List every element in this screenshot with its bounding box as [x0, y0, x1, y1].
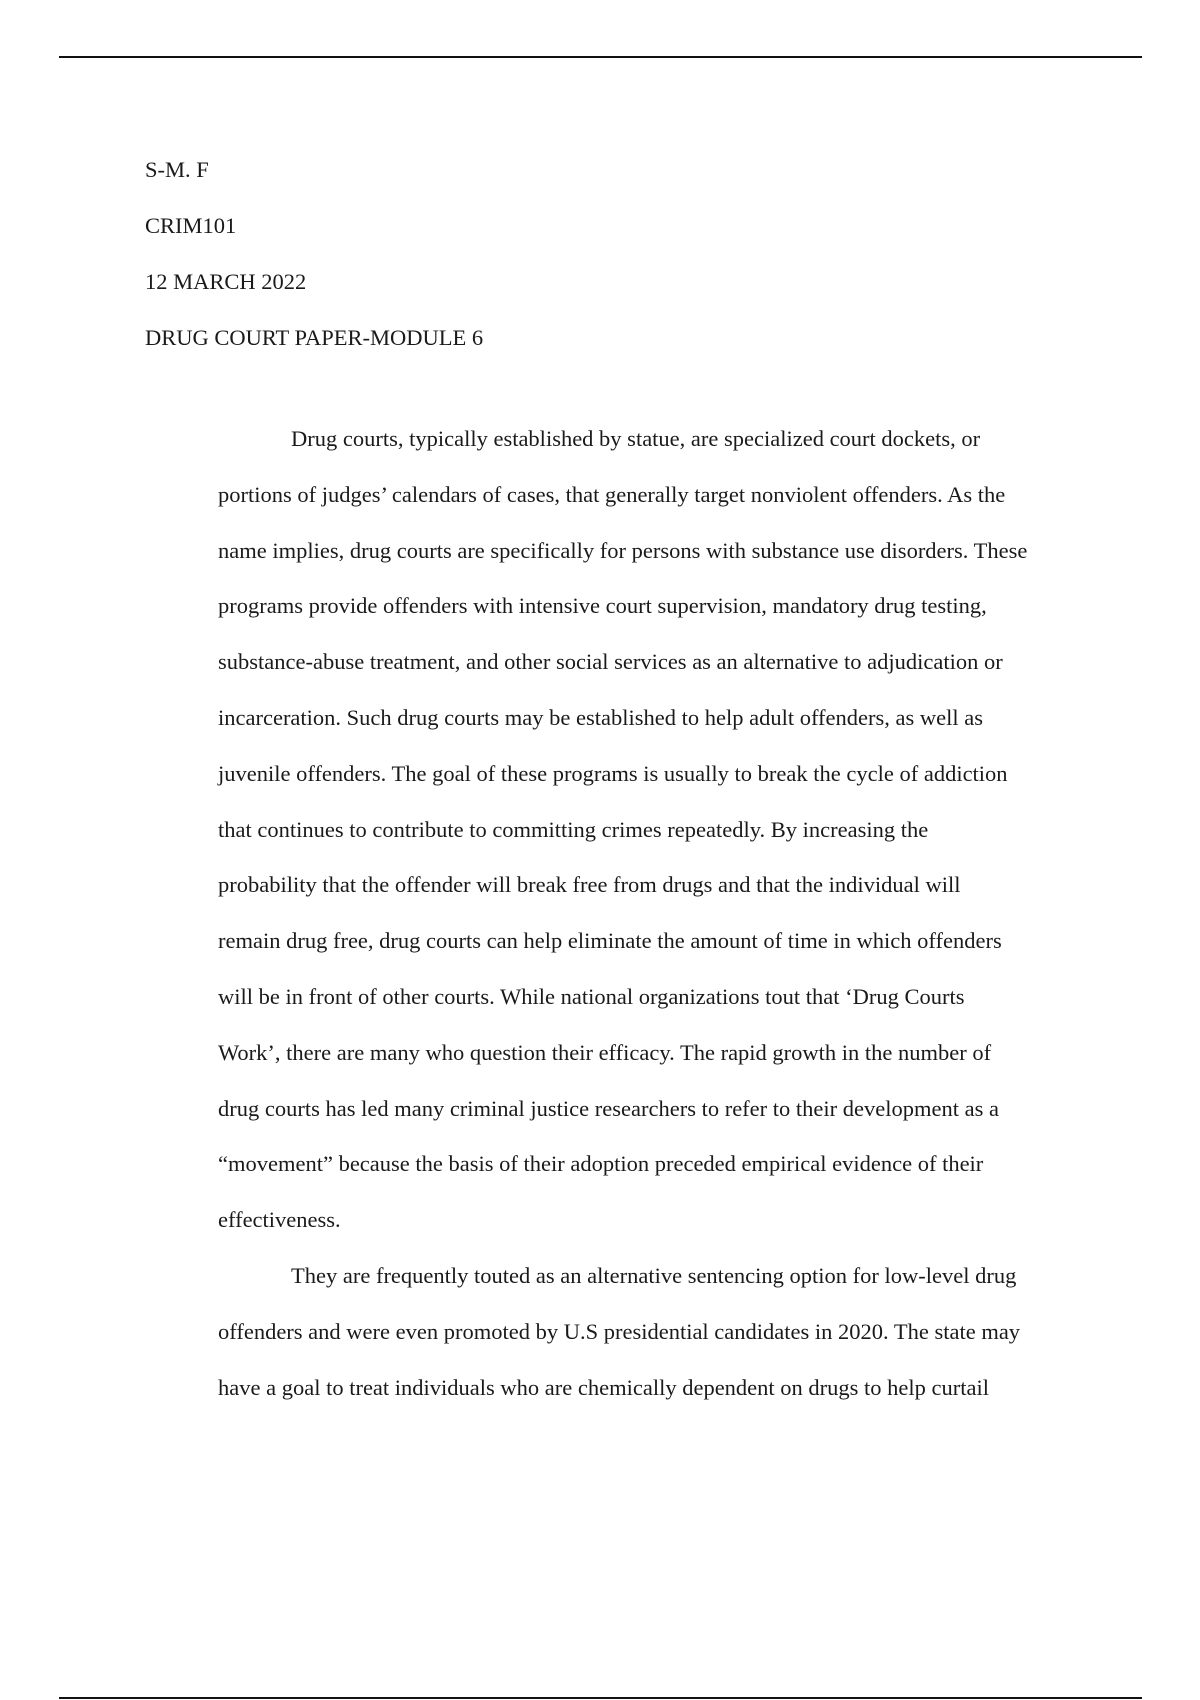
paragraph-line: Drug courts, typically established by statue, are specialized court dockets, or: [291, 426, 981, 451]
course-code: CRIM101: [145, 213, 237, 238]
document-title: DRUG COURT PAPER-MODULE 6: [145, 325, 484, 350]
paragraph-line: They are frequently touted as an alternative sentencing option for low-level drug: [291, 1262, 1017, 1288]
paragraph-line: remain drug free, drug courts can help eliminate the amount of time in which offenders: [218, 928, 1002, 954]
paragraph-line: have a goal to treat individuals who are chemically dependent on drugs to help curtail: [218, 1374, 989, 1400]
paragraph-line: programs provide offenders with intensive court supervision, mandatory drug testing,: [218, 593, 987, 619]
paragraph-line: Work’, there are many who question their efficacy. The rapid growth in the number of: [218, 1039, 992, 1065]
paragraph-line: portions of judges’ calendars of cases, that generally target nonviolent offenders. As the: [218, 481, 1006, 507]
document-header: [145, 142, 483, 366]
paragraph-line: that continues to contribute to committing crimes repeatedly. By increasing the: [218, 816, 929, 842]
top-rule: [59, 56, 1142, 58]
paragraph-line: will be in front of other courts. While national organizations tout that ‘Drug Courts: [218, 983, 965, 1009]
paragraph-line: offenders and were even promoted by U.S presidential candidates in 2020. The state may: [218, 1318, 1021, 1344]
document-body: [218, 411, 1178, 1415]
document-date: 12 MARCH 2022: [145, 269, 307, 294]
paragraph-line: effectiveness.: [218, 1207, 341, 1233]
paragraph-line: juvenile offenders. The goal of these programs is usually to break the cycle of addiction: [218, 760, 1008, 786]
paragraph-line: substance-abuse treatment, and other social services as an alternative to adjudication or: [218, 649, 1003, 675]
paragraph-line: incarceration. Such drug courts may be established to help adult offenders, as well as: [218, 704, 983, 730]
paragraph-2: [218, 1248, 1178, 1415]
paragraph-1: [218, 411, 1178, 1248]
author-name: S-M. F: [145, 157, 209, 182]
paragraph-line: “movement” because the basis of their adoption preceded empirical evidence of their: [218, 1151, 984, 1177]
paragraph-line: probability that the offender will break free from drugs and that the individual will: [218, 872, 961, 898]
paragraph-line: drug courts has led many criminal justice researchers to refer to their development as a: [218, 1095, 999, 1121]
paragraph-line: name implies, drug courts are specifically for persons with substance use disorders. These: [218, 537, 1028, 563]
bottom-rule: [59, 1697, 1142, 1699]
